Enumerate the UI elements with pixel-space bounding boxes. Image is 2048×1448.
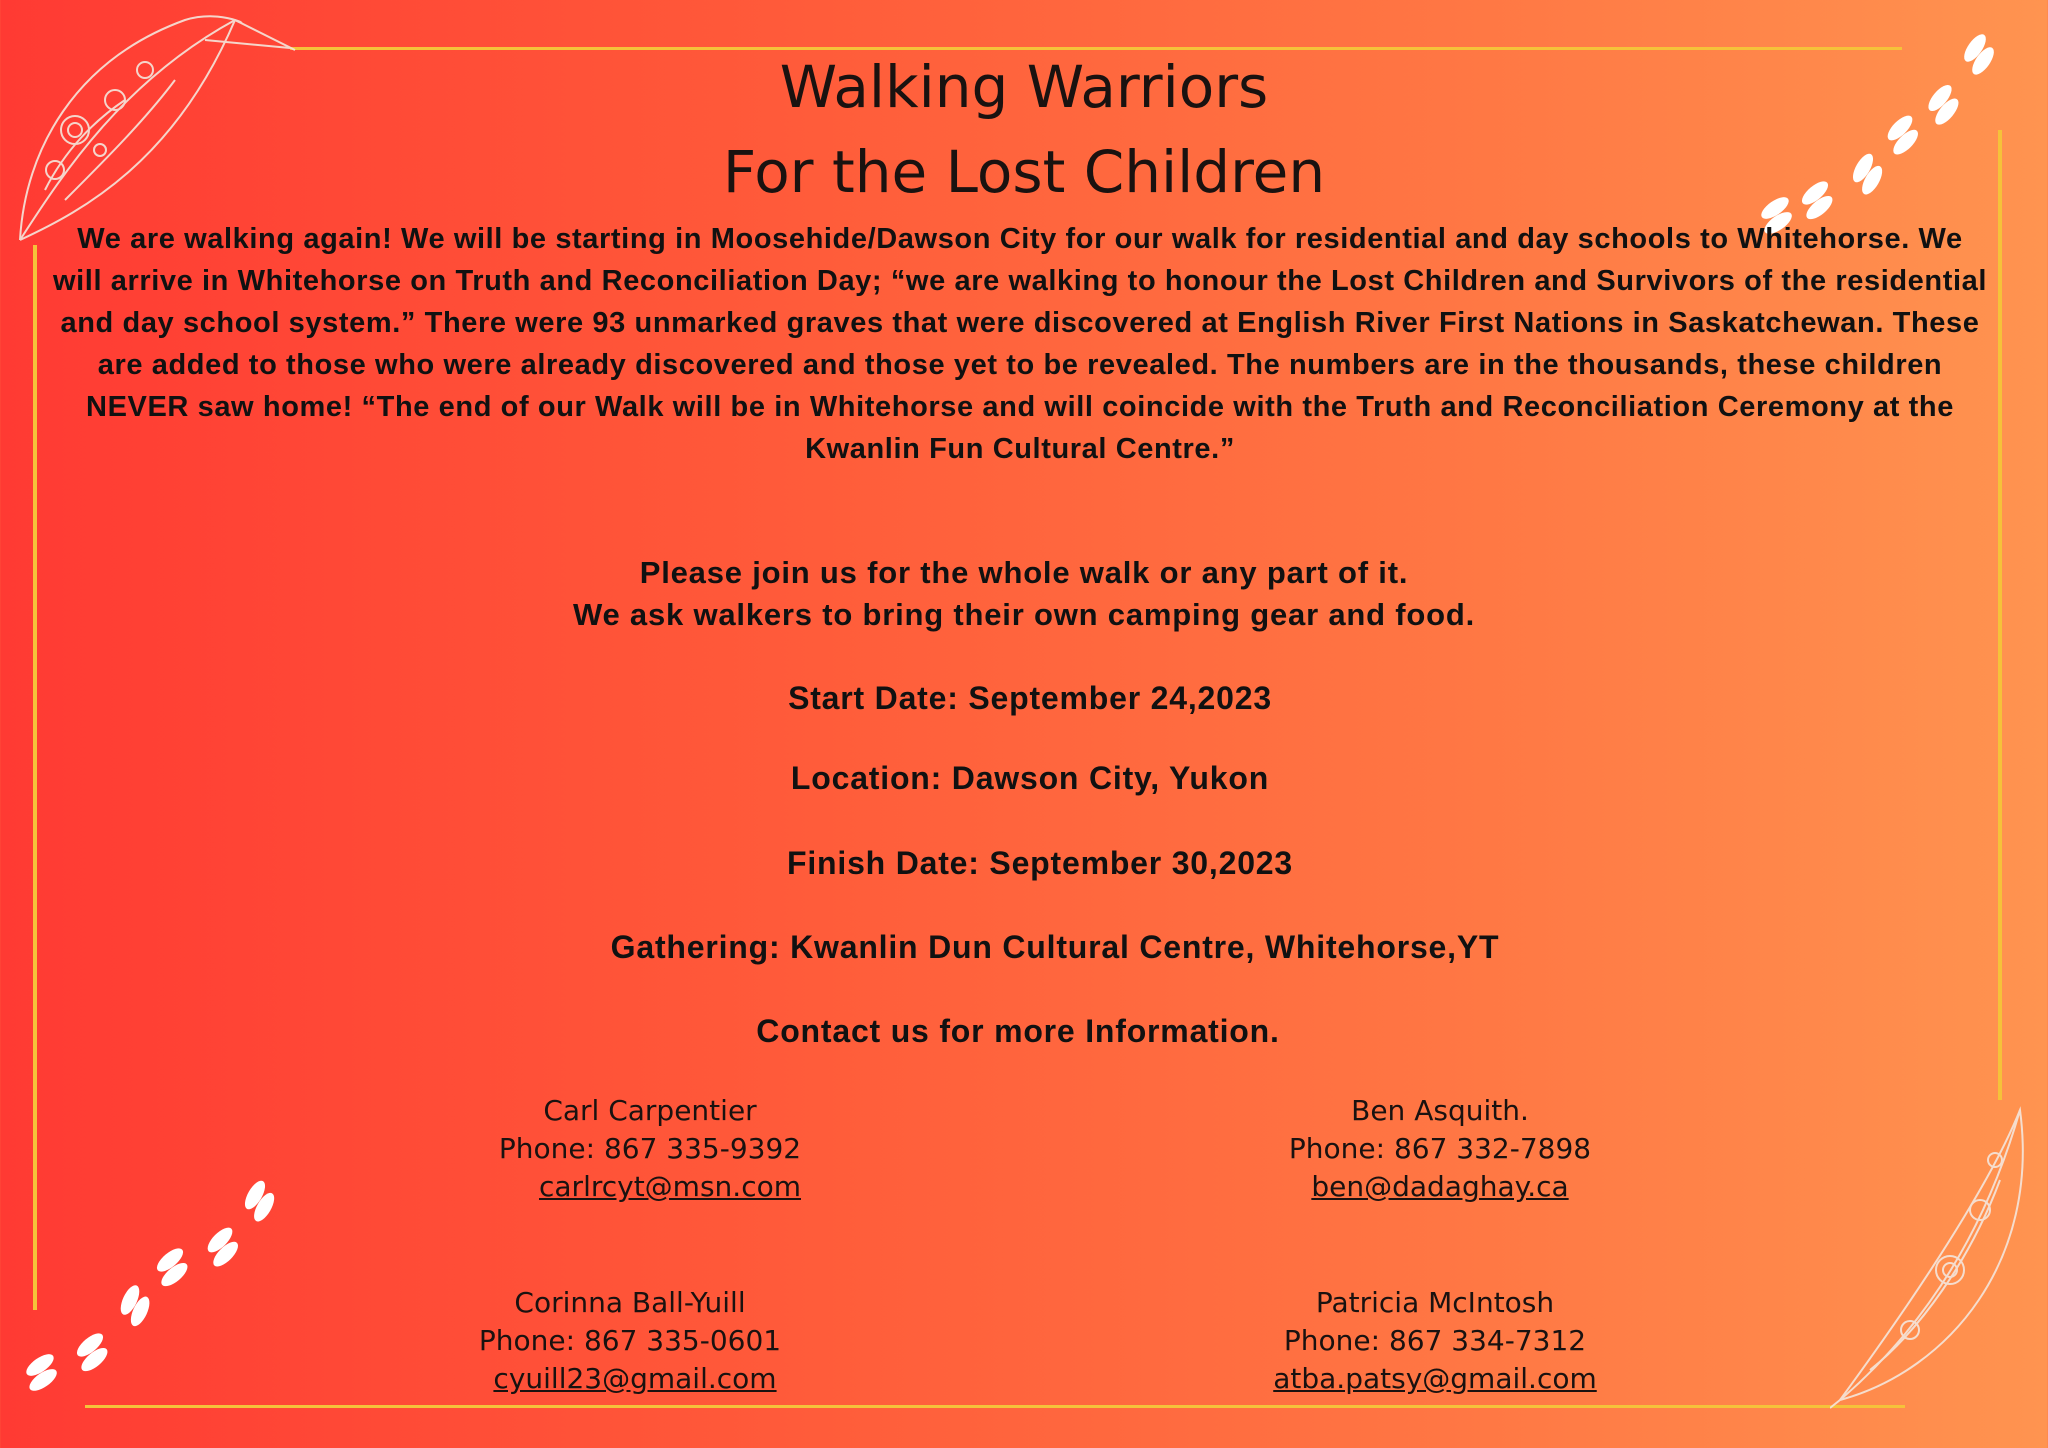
feather-icon (1830, 1090, 2045, 1410)
contact-card (420, 1284, 840, 1398)
contact-card (1225, 1284, 1645, 1398)
contact-phone: Phone: 867 335-0601 (478, 1324, 782, 1357)
finish-date: Finish Date: September 30,2023 (787, 845, 1293, 881)
contact-phone: Phone: 867 334-7312 (1283, 1324, 1587, 1357)
contact-name: Ben Asquith. (1351, 1094, 1529, 1127)
contact-phone: Phone: 867 332-7898 (1288, 1132, 1592, 1165)
start-date: Start Date: September 24,2023 (788, 680, 1272, 716)
contact-email-link[interactable]: ben@dadaghay.ca (1311, 1170, 1569, 1203)
contact-name: Corinna Ball-Yuill (514, 1286, 746, 1319)
contact-heading: Contact us for more Information. (756, 1013, 1280, 1049)
intro-paragraph: We are walking again! We will be starting in Moosehide/Dawson City for our walk for residential and day schools to Whitehorse. We will arrive in Whitehorse on Truth and Reconciliation Day; “we are walking to honour the Lost Children and Survivors of the residential and day school system.” There were 93 unmarked graves that were discovered at English River First Nations in Saskatchewan. These are added to those who were already discovered and those yet to be revealed. The numbers are in the thousands, these children NEVER saw home! “The end of our Walk will be in Whitehorse and will coincide with the Truth and Reconciliation Ceremony at the Kwanlin Fun Cultural Centre.” (52, 223, 1988, 465)
contact-name: Carl Carpentier (543, 1094, 757, 1127)
contact-name: Patricia McIntosh (1315, 1286, 1555, 1319)
footprints-icon (10, 1175, 280, 1405)
invite-line-2: We ask walkers to bring their own camping gear and food. (572, 597, 1476, 632)
contact-card (440, 1092, 860, 1206)
invite-line-1: Please join us for the whole walk or any part of it. (639, 555, 1409, 590)
frame-bottom-line (85, 1405, 1905, 1408)
contact-email-link[interactable]: atba.patsy@gmail.com (1273, 1362, 1597, 1395)
contact-email-link[interactable]: carlrcyt@msn.com (539, 1170, 801, 1203)
page-subtitle: For the Lost Children (722, 138, 1326, 206)
location: Location: Dawson City, Yukon (790, 760, 1270, 796)
contact-email-link[interactable]: cyuill23@gmail.com (493, 1362, 777, 1395)
page-title: Walking Warriors (779, 53, 1269, 121)
contact-phone: Phone: 867 335-9392 (498, 1132, 802, 1165)
gathering: Gathering: Kwanlin Dun Cultural Centre, Whitehorse,YT (610, 929, 1500, 965)
contact-card (1230, 1092, 1650, 1206)
